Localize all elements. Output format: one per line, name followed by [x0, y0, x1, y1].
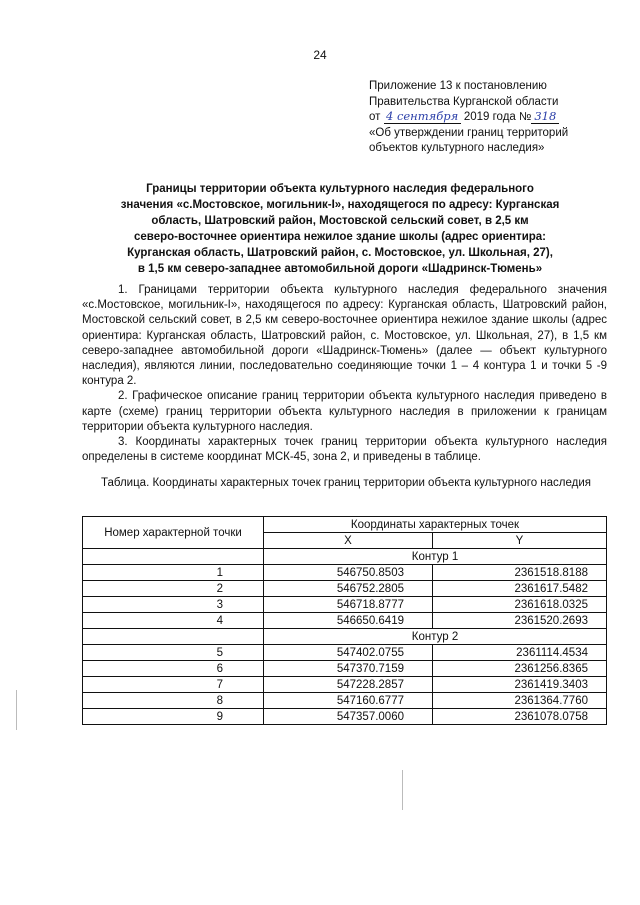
point-number: 6	[83, 661, 264, 677]
from-label: от	[369, 111, 381, 123]
point-number: 3	[83, 597, 264, 613]
header-point-number: Номер характерной точки	[83, 517, 264, 549]
coord-y: 2361114.4534	[433, 645, 607, 661]
table-caption: Таблица. Координаты характерных точек границ территории объекта культурного наследия	[100, 477, 591, 489]
point-number: 9	[83, 709, 264, 725]
coord-x: 546718.8777	[264, 597, 433, 613]
appendix-line-1: Приложение 13 к постановлению	[369, 80, 547, 92]
document-title	[80, 181, 600, 277]
point-number: 2	[83, 581, 264, 597]
coord-x: 547370.7159	[264, 661, 433, 677]
paragraph-2: 2. Графическое описание границ территории объекта культурного наследия приведено в карте (схеме) границ территории объекта культурного наследия в приложении к границам территории объекта культурного наследия.	[82, 390, 607, 433]
title-line-5: Курганская область, Шатровский район, с. Мостовское, ул. Школьная, 27),	[127, 247, 553, 259]
coord-y: 2361078.0758	[433, 709, 607, 725]
appendix-header	[369, 79, 609, 157]
contour-row	[83, 629, 607, 645]
title-line-6: в 1,5 км северо-западнее автомобильной дороги «Шадринск-Тюмень»	[137, 263, 543, 275]
coord-x: 546752.2805	[264, 581, 433, 597]
coord-x: 546750.8503	[264, 565, 433, 581]
title-line-3: область, Шатровский район, Мостовской сельский совет, в 2,5 км	[151, 215, 529, 227]
title-line-4: северо-восточнее ориентира нежилое здание школы (адрес ориентира:	[133, 231, 547, 243]
table-row	[83, 581, 607, 597]
appendix-date-line	[369, 110, 609, 126]
contour-row	[83, 549, 607, 565]
coord-x: 546650.6419	[264, 613, 433, 629]
contour-2-label: Контур 2	[264, 629, 607, 645]
table-row	[83, 693, 607, 709]
title-line-1: Границы территории объекта культурного наследия федерального	[146, 183, 534, 195]
table-row	[83, 677, 607, 693]
coord-y: 2361520.2693	[433, 613, 607, 629]
coord-y: 2361617.5482	[433, 581, 607, 597]
table-header-row	[83, 517, 607, 533]
body-text	[82, 283, 607, 465]
point-number: 7	[83, 677, 264, 693]
title-line-2: значения «с.Мостовское, могильник-I», находящегося по адресу: Курганская	[120, 199, 560, 211]
point-number: 5	[83, 645, 264, 661]
contour-1-label: Контур 1	[264, 549, 607, 565]
coord-y: 2361256.8365	[433, 661, 607, 677]
coord-x: 547160.6777	[264, 693, 433, 709]
header-coordinates: Координаты характерных точек	[264, 517, 607, 533]
coord-y: 2361364.7760	[433, 693, 607, 709]
table-row	[83, 565, 607, 581]
handwritten-number: 318	[531, 110, 559, 124]
coordinates-table	[82, 516, 607, 725]
appendix-line-2: Правительства Курганской области	[369, 95, 559, 108]
coord-y: 2361419.3403	[433, 677, 607, 693]
table-row	[83, 661, 607, 677]
appendix-line-4: «Об утверждении границ территорий	[369, 126, 569, 139]
scan-mark	[16, 690, 17, 730]
handwritten-date: 4 сентября	[384, 110, 461, 124]
scan-mark	[402, 770, 403, 810]
appendix-line-5: объектов культурного наследия»	[369, 142, 545, 154]
table-row	[83, 709, 607, 725]
table-row	[83, 597, 607, 613]
header-y: Y	[433, 533, 607, 549]
point-number: 4	[83, 613, 264, 629]
year-text: 2019 года №	[463, 111, 532, 123]
coord-x: 547228.2857	[264, 677, 433, 693]
coord-x: 547402.0755	[264, 645, 433, 661]
coord-y: 2361618.0325	[433, 597, 607, 613]
coord-y: 2361518.8188	[433, 565, 607, 581]
point-number: 8	[83, 693, 264, 709]
table-row	[83, 613, 607, 629]
page-number: 24	[313, 48, 327, 62]
paragraph-3: 3. Координаты характерных точек границ территории объекта культурного наследия определены в системе координат МСК-45, зона 2, и приведены в таблице.	[82, 436, 607, 464]
table-row	[83, 645, 607, 661]
coord-x: 547357.0060	[264, 709, 433, 725]
point-number: 1	[83, 565, 264, 581]
paragraph-1: 1. Границами территории объекта культурного наследия федерального значения «с.Мостовское, могильник-I», находящегося по адресу: Курганская область, Шатровский район, Мостовской сельский совет, в 2,5 км северо-восточнее ориентира нежилое здание школы (адрес ориентира: Курганская область, Шатровский район, с. Мостовское, ул. Школьная, 27), в 1,5 км северо-западнее автомобильной дороги «Шадринск-Тюмень» (далее — объект культурного наследия), являются линии, последовательно соединяющие точки 1 – 4 контура 1 и точки 5 -9 контура 2.	[82, 284, 607, 388]
header-x: X	[264, 533, 433, 549]
